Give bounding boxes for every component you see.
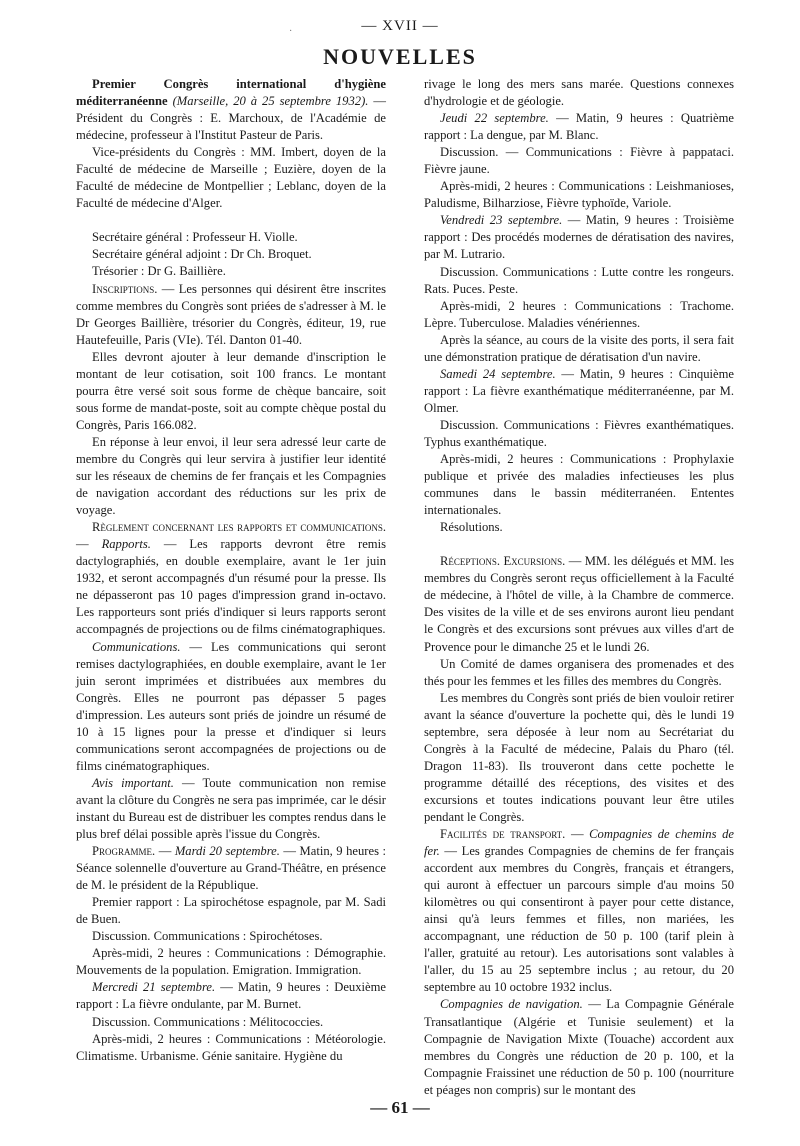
paragraph-afternoon-4: Après-midi, 2 heures : Communications : Trachome. Lèpre. Tuberculose. Maladies vénériennes. (424, 298, 734, 330)
mercredi-heading: Mercredi 21 septembre. (92, 980, 216, 995)
paragraph-vendredi (424, 212, 734, 263)
inscriptions-heading: Inscriptions. (92, 281, 158, 296)
right-column (424, 76, 734, 1099)
jeudi-heading: Jeudi 22 septembre. (440, 111, 549, 126)
paragraph-inscriptions (76, 281, 386, 349)
navigation-heading: Compagnies de navigation. (440, 997, 583, 1012)
avis-text: — Toute communication non remise avant la clôture du Congrès ne sera pas imprimée, car le désir instant du Bureau est de distribuer les comptes rendus dans le plus bref délai possible après l'issue du Congrès. (76, 775, 386, 842)
paragraph-vice-presidents: Vice-présidents du Congrès : MM. Imbert, doyen de la Faculté de médecine de Marseille ; Euzière, doyen de la Faculté de médecine de Montpellier ; Leblanc, doyen de la Faculté de médecine d'Alger. (76, 145, 386, 211)
paragraph-demonstration: Après la séance, au cours de la visite des ports, il sera fait une démonstration pratique de dératisation d'un navire. (424, 332, 734, 364)
paragraph-secretary: Secrétaire général : Professeur H. Violle. (92, 230, 298, 245)
receptions-heading: Réceptions. Excursions. (440, 554, 566, 569)
congress-dates: (Marseille, 20 à 25 septembre 1932). (172, 94, 369, 109)
president-text: — Président du Congrès : E. Marchoux, de l'Académie de médecine, professeur à l'Institut Pasteur de Paris. (76, 94, 386, 143)
samedi-heading: Samedi 24 septembre. (440, 366, 556, 381)
jeudi-text: — Matin, 9 heures : Quatrième rapport : La dengue, par M. Blanc. (424, 111, 734, 143)
reglement-heading: Règlement concernant les rapports et communications. (92, 520, 386, 535)
receptions-text: — MM. les délégués et MM. les membres du Congrès seront reçus officiellement à la Faculté de médecine, à l'hôtel de ville, à la Chambre de commerce. Des visites de la ville et de ses environs auront lieu pendant le Congrès et des excursions sont prévues aux villes d'art de Provence pour le dimanche 25 et le lundi 26. (424, 554, 734, 654)
navigation-text: — La Compagnie Générale Transatlantique (Algérie et Tunisie seulement) et la Compagnie de Navigation Mixte (Touache) accordent aux membres du Congrès une réduction de 20 p. 100, et la Compagnie Fraissinet une réduction de 50 p. 100 (nourriture et péages non compris) sur le montant des (424, 997, 735, 1097)
rapports-heading: Rapports. (101, 537, 151, 552)
left-column (76, 76, 386, 1065)
congress-title: Premier Congrès international d'hygiène méditerranéenne (76, 77, 386, 109)
paragraph-jeudi (424, 110, 734, 144)
paragraph-navigation (424, 996, 734, 1098)
mercredi-text: — Matin, 9 heures : Deuxième rapport : La fièvre ondulante, par M. Burnet. (76, 980, 386, 1012)
paragraph-afternoon-5: Après-midi, 2 heures : Communications : Prophylaxie publique et privée des maladies infectieuses les plus communes dans le bassin méditerranéen. Ententes internationales. (424, 452, 734, 518)
paragraph-cotisation: Elles devront ajouter à leur demande d'inscription le montant de leur cotisation, soit 100 francs. Le montant pourra être versé soit sous forme de chèque bancaire, soit sous forme de mandat-poste, soit au compte chèque postal du Congrès, Paris 166.082. (76, 349, 386, 432)
programme-heading: Programme. (92, 844, 156, 859)
paragraph-afternoon-1: Après-midi, 2 heures : Communications : Démographie. Mouvements de la population. Emigration. Immigration. (76, 946, 386, 978)
paragraph-comite-dames: Un Comité de dames organisera des promenades et des thés pour les femmes et les filles des membres du Congrès. (424, 656, 734, 688)
paragraph-resolutions: Résolutions. (440, 520, 503, 535)
chemins-de-fer-heading: Compagnies de chemins de fer. (424, 827, 734, 859)
margin-mark: · (289, 26, 293, 37)
communications-heading: Communications. (92, 639, 181, 654)
mardi-text: — Matin, 9 heures : Séance solennelle d'ouverture au Grand-Théâtre, en présence de M. le président de la République. (76, 844, 386, 893)
paragraph-communications (76, 639, 386, 775)
paragraph-mercredi (76, 979, 386, 1013)
paragraph-first-report: Premier rapport : La spirochétose espagnole, par M. Sadi de Buen. (76, 895, 386, 927)
vendredi-heading: Vendredi 23 septembre. (440, 213, 563, 228)
paragraph-afternoon-2: Après-midi, 2 heures : Communications : Météorologie. Climatisme. Urbanisme. Génie sanitaire. Hygiène du (76, 1031, 386, 1063)
paragraph-discussion-4: Discussion. Communications : Lutte contre les rongeurs. Rats. Puces. Peste. (424, 264, 734, 296)
communications-text: — Les communications qui seront remises dactylographiées, en double exemplaire, avant le 1er juin seront imprimées et distribuées aux membres du Congrès. Elles ne pourront pas dépasser 5 pages d'impression. Les auteurs sont priés de joindre un résumé de 10 à 15 lignes pour la presse et d'indiquer si leurs communications seront accompagnées de projections ou de films cinématographiques. (76, 639, 386, 773)
transport-heading: Facilités de transport. (440, 827, 566, 842)
paragraph-discussion-1: Discussion. Communications : Spirochétoses. (92, 929, 323, 944)
paragraph-treasurer: Trésorier : Dr G. Baillière. (92, 264, 226, 279)
paragraph-receptions (424, 553, 734, 655)
paragraph-congress-title (76, 76, 386, 144)
chemins-de-fer-text: — Les grandes Compagnies de chemins de fer français accordent aux membres du Congrès, français et étrangers, qui auront à effectuer un parcours simple d'au moins 50 kilomètres ou qui consentiront à payer pour cette distance, ainsi qu'à leurs femmes et filles, non mariées, les accompagnant, une réduction de 50 p. 100 (tarif plein à l'aller, gratuité au retour). Les autorisations sont valables à l'aller, du 15 au 25 septembre inclus ; au retour, du 20 septembre au 10 octobre 1932 inclus. (424, 844, 734, 995)
paragraph-programme: Programme. — Mardi 20 septembre. — Matin, 9 heures : Séance solennelle d'ouverture au Grand-Théâtre, en présence de M. le président de la République. (76, 844, 386, 893)
paragraph-samedi (424, 366, 734, 417)
samedi-text: — Matin, 9 heures : Cinquième rapport : La fièvre exanthématique méditerranéenne, par M. Olmer. (424, 366, 734, 415)
paragraph-discussion-2: Discussion. Communications : Mélitococcies. (92, 1014, 324, 1029)
page-number: — 61 — (370, 1098, 430, 1117)
paragraph-avis (76, 775, 386, 843)
inscriptions-text: — Les personnes qui désirent être inscrites comme membres du Congrès sont priées de s'adresser à M. le Dr Georges Baillière, trésorier du Congrès, éditeur, 19, rue Hautefeuille, Paris (VIe). Tél. Danton 01-40. (76, 281, 386, 347)
paragraph-assistant-secretary: Secrétaire général adjoint : Dr Ch. Broquet. (92, 247, 312, 262)
avis-heading: Avis important. (92, 775, 174, 790)
paragraph-rivage: rivage le long des mers sans marée. Questions connexes d'hydrologie et de géologie. (424, 77, 734, 109)
paragraph-member-card: En réponse à leur envoi, il leur sera adressé leur carte de membre du Congrès qui leur servira à justifier leur identité sur les réseaux de chemins de fer français et les Compagnies de navigation accordant des réductions sur les prix de voyage. (76, 434, 386, 518)
roman-page-number: — XVII — (361, 18, 439, 34)
mardi-heading: Mardi 20 septembre. (174, 844, 280, 859)
paragraph-pochette: Les membres du Congrès sont priés de bien vouloir retirer avant la séance d'ouverture la pochette qui, dès le lundi 19 septembre, sera déposée à leur nom au Secrétariat du Congrès à la Faculté de médecine, Palais du Pharo (tél. Dragon 11-83). Ils trouveront dans cette pochette le programme détaillé des réceptions, des visites et des excursions et toutes indications pouvant leur être utiles pendant le Congrès. (424, 690, 734, 824)
paragraph-reglement: Règlement concernant les rapports et communications. — Rapports. — Les rapports devront être remis dactylographiés, en double exemplaire, avant le 1er juin 1932, et seront accompagnés d'un résumé pour la presse. Ils ne dépasseront pas 10 pages d'impression grand in-octavo. Les rapporteurs sont priés d'indiquer si leurs rapports seront accompagnés de projections ou de films cinématographiques. (76, 520, 386, 637)
rapports-text: — Les rapports devront être remis dactylographiés, en double exemplaire, avant le 1er juin 1932, et seront accompagnés d'un résumé pour la presse. Ils ne dépasseront pas 10 pages d'impression grand in-octavo. Les rapporteurs sont priés d'indiquer si leurs rapports seront accompagnés de projections ou de films cinématographiques. (76, 537, 386, 637)
page-title: NOUVELLES (323, 44, 477, 69)
paragraph-discussion-5: Discussion. Communications : Fièvres exanthématiques. Typhus exanthématique. (424, 417, 734, 449)
paragraph-afternoon-3: Après-midi, 2 heures : Communications : Leishmanioses, Paludisme, Bilharziose, Fièvre typhoïde, Variole. (424, 179, 734, 211)
paragraph-transport: Facilités de transport. — Compagnies de chemins de fer. — Les grandes Compagnies de chemins de fer français accordent aux membres du Congrès, français et étrangers, qui auront à effectuer un parcours simple d'au moins 50 kilomètres ou qui consentiront à payer pour cette distance, ainsi qu'à leurs femmes et filles, non mariées, les accompagnant, une réduction de 50 p. 100 (tarif plein à l'aller, gratuité au retour). Les autorisations sont valables à l'aller, du 15 au 25 septembre inclus ; au retour, du 20 septembre au 10 octobre 1932 inclus. (424, 827, 734, 995)
paragraph-discussion-3: Discussion. — Communications : Fièvre à pappataci. Fièvre jaune. (424, 145, 734, 177)
vendredi-text: — Matin, 9 heures : Troisième rapport : Des procédés modernes de dératisation des navires, par M. Lutrario. (424, 213, 734, 262)
